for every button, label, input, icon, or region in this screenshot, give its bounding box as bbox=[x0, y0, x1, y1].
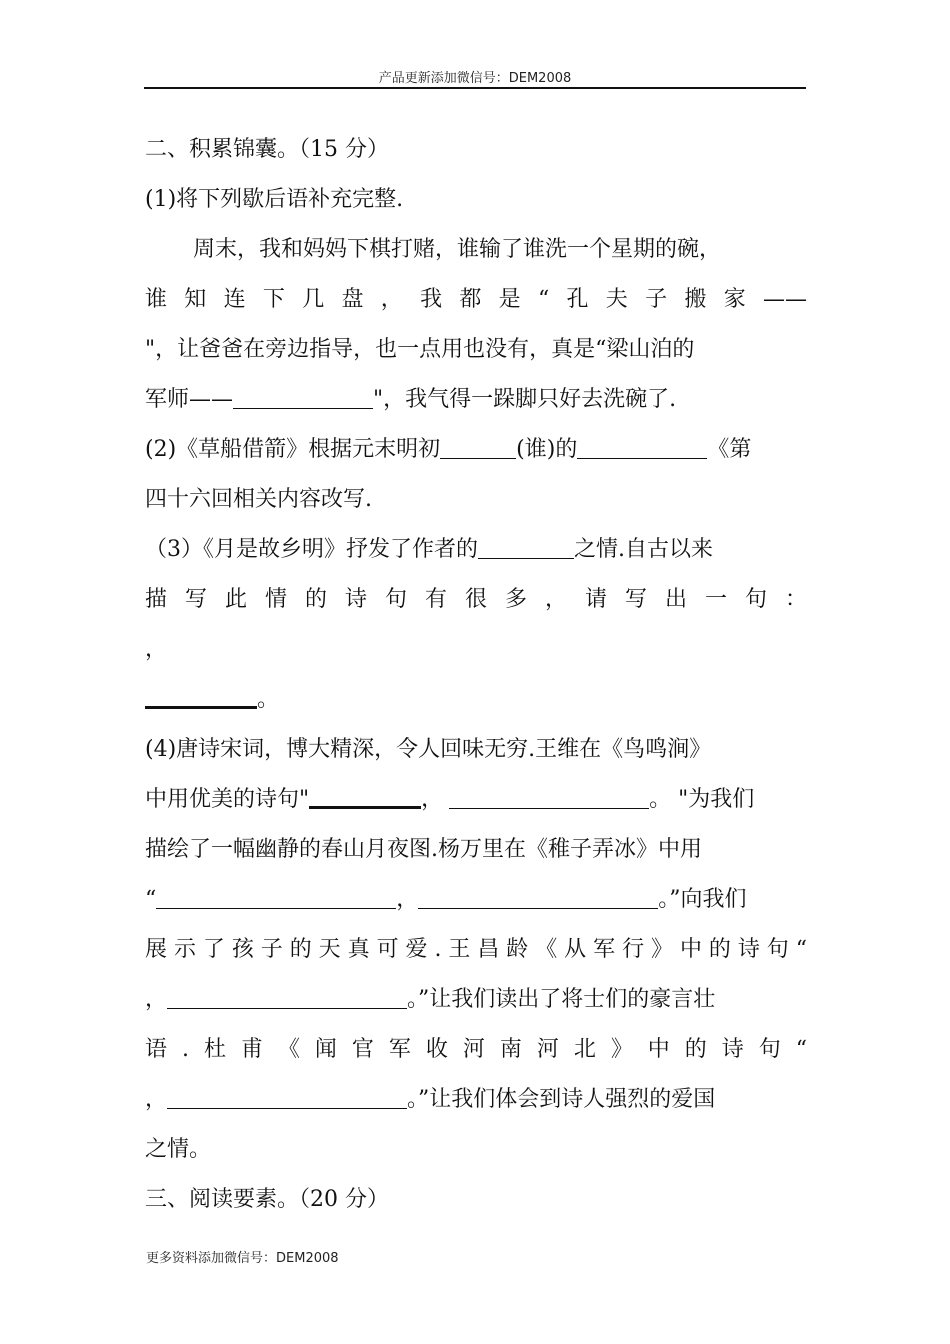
blank-5[interactable] bbox=[145, 684, 257, 709]
q2-line-1 bbox=[145, 433, 807, 467]
q4-l4-text-a: “ bbox=[145, 887, 157, 912]
q4-l8-text-a: ， bbox=[145, 1087, 168, 1112]
q4-l4-text-c: 。”向我们 bbox=[658, 887, 747, 912]
page-footer: 更多资料添加微信号：DEM2008 bbox=[146, 1251, 339, 1266]
page-header: 产品更新添加微信号：DEM2008 bbox=[378, 71, 572, 86]
blank-6[interactable] bbox=[309, 784, 421, 809]
q4-line-9: 之情。 bbox=[145, 1137, 212, 1162]
q4-line-8 bbox=[145, 1083, 807, 1117]
blank-10[interactable] bbox=[167, 986, 407, 1009]
q4-line-1: (4)唐诗宋词，博大精深，令人回味无穷.王维在《鸟鸣涧》 bbox=[145, 737, 712, 762]
q4-line-3: 描绘了一幅幽静的春山月夜图.杨万里在《稚子弄冰》中用 bbox=[145, 837, 702, 862]
q3-l4-text: 。 bbox=[257, 687, 280, 712]
blank-8[interactable] bbox=[156, 886, 396, 909]
q4-l6-text-a: ， bbox=[145, 987, 168, 1012]
q3-line-1 bbox=[145, 533, 807, 567]
q2-line-2: 四十六回相关内容改写. bbox=[145, 487, 372, 512]
q4-line-2 bbox=[145, 783, 807, 817]
section-3-title: 三、阅读要素。（20 分） bbox=[145, 1187, 389, 1212]
blank-9[interactable] bbox=[418, 886, 658, 909]
q1-intro: (1)将下列歇后语补充完整. bbox=[145, 187, 404, 212]
blank-3[interactable] bbox=[577, 436, 707, 459]
q4-l2-text-a: 中用优美的诗句" bbox=[145, 787, 310, 812]
q2-l1-text-a: (2)《草船借箭》根据元末明初 bbox=[145, 437, 441, 462]
q4-l8-text-b: 。”让我们体会到诗人强烈的爱国 bbox=[407, 1087, 716, 1112]
blank-1[interactable] bbox=[233, 386, 373, 409]
q2-l1-text-c: 《第 bbox=[707, 437, 752, 462]
blank-4[interactable] bbox=[478, 536, 574, 559]
q4-line-7: 语.杜甫《闻官军收河南河北》中的诗句“ bbox=[145, 1037, 807, 1062]
q4-line-4 bbox=[145, 883, 807, 917]
section-2-title: 二、积累锦囊。（15 分） bbox=[145, 137, 389, 162]
q1-line-1: 周末，我和妈妈下棋打赌，谁输了谁洗一个星期的碗， bbox=[193, 237, 722, 262]
q1-line-2: 谁知连下几盘，我都是“孔夫子搬家—— bbox=[145, 287, 807, 312]
q3-line-3: ， bbox=[145, 637, 168, 662]
header-rule bbox=[144, 87, 806, 89]
q4-line-6 bbox=[145, 983, 807, 1017]
q4-l6-text-b: 。”让我们读出了将士们的豪言壮 bbox=[407, 987, 716, 1012]
q1-l4-text-b: "，我气得一跺脚只好去洗碗了. bbox=[373, 387, 677, 412]
q3-l1-text-b: 之情.自古以来 bbox=[574, 537, 713, 562]
q1-line-3: "，让爸爸在旁边指导，也一点用也没有，真是“梁山泊的 bbox=[145, 337, 695, 362]
q3-l1-text-a: （3）《月是故乡明》抒发了作者的 bbox=[145, 537, 478, 562]
q4-l4-text-b: ， bbox=[396, 887, 419, 912]
q3-line-4 bbox=[145, 683, 807, 717]
q3-line-2: 描写此情的诗句有很多，请写出一句： bbox=[145, 587, 807, 612]
blank-7[interactable] bbox=[449, 786, 649, 809]
q4-l2-text-c: 。 "为我们 bbox=[649, 787, 755, 812]
q1-l4-text-a: 军师—— bbox=[145, 387, 234, 412]
blank-2[interactable] bbox=[440, 436, 516, 459]
q4-l2-text-b: ， bbox=[421, 787, 444, 812]
q4-line-5: 展示了孩子的天真可爱.王昌龄《从军行》中的诗句“ bbox=[145, 937, 807, 962]
blank-11[interactable] bbox=[167, 1086, 407, 1109]
q2-l1-text-b: (谁)的 bbox=[516, 437, 578, 462]
q1-line-4 bbox=[145, 383, 807, 417]
